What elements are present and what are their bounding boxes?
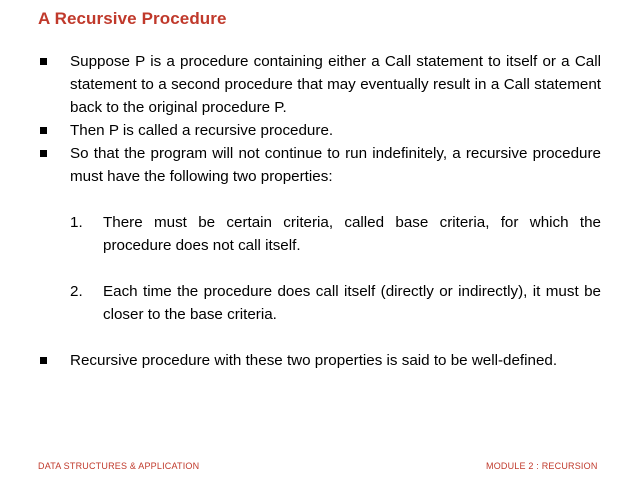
item-number: 1. (70, 214, 83, 231)
bullet-text: So that the program will not continue to run indefinitely, a recursive procedure must have the following two properties: (70, 145, 601, 185)
square-bullet-icon (38, 142, 70, 165)
spacer (38, 188, 601, 211)
footer-module: MODULE 2 : RECURSION (486, 461, 598, 471)
bullet-item (38, 119, 601, 142)
bullet-text: Recursive procedure with these two properties is said to be well-defined. (70, 352, 558, 369)
square-bullet-icon (38, 119, 70, 142)
bullet-item (38, 349, 601, 372)
slide-title: A Recursive Procedure (38, 9, 227, 28)
footer-course: DATA STRUCTURES & APPLICATION (38, 461, 200, 471)
item-text: Each time the procedure does call itself (directly or indirectly), it must be closer to the base criteria. (103, 283, 601, 323)
slide-content (38, 50, 601, 372)
item-text: There must be certain criteria, called base criteria, for which the procedure does not call itself. (103, 214, 601, 254)
spacer (38, 257, 601, 280)
spacer (38, 326, 601, 349)
numbered-item (70, 280, 601, 326)
square-bullet-icon (38, 349, 70, 372)
bullet-item (38, 142, 601, 188)
bullet-item (38, 50, 601, 119)
numbered-item (70, 211, 601, 257)
item-number: 2. (70, 283, 83, 300)
bullet-text: Then P is called a recursive procedure. (70, 122, 334, 139)
bullet-text: Suppose P is a procedure containing either a Call statement to itself or a Call statement to a second procedure that may eventually result in a Call statement back to the original procedure P. (70, 53, 601, 116)
square-bullet-icon (38, 50, 70, 73)
